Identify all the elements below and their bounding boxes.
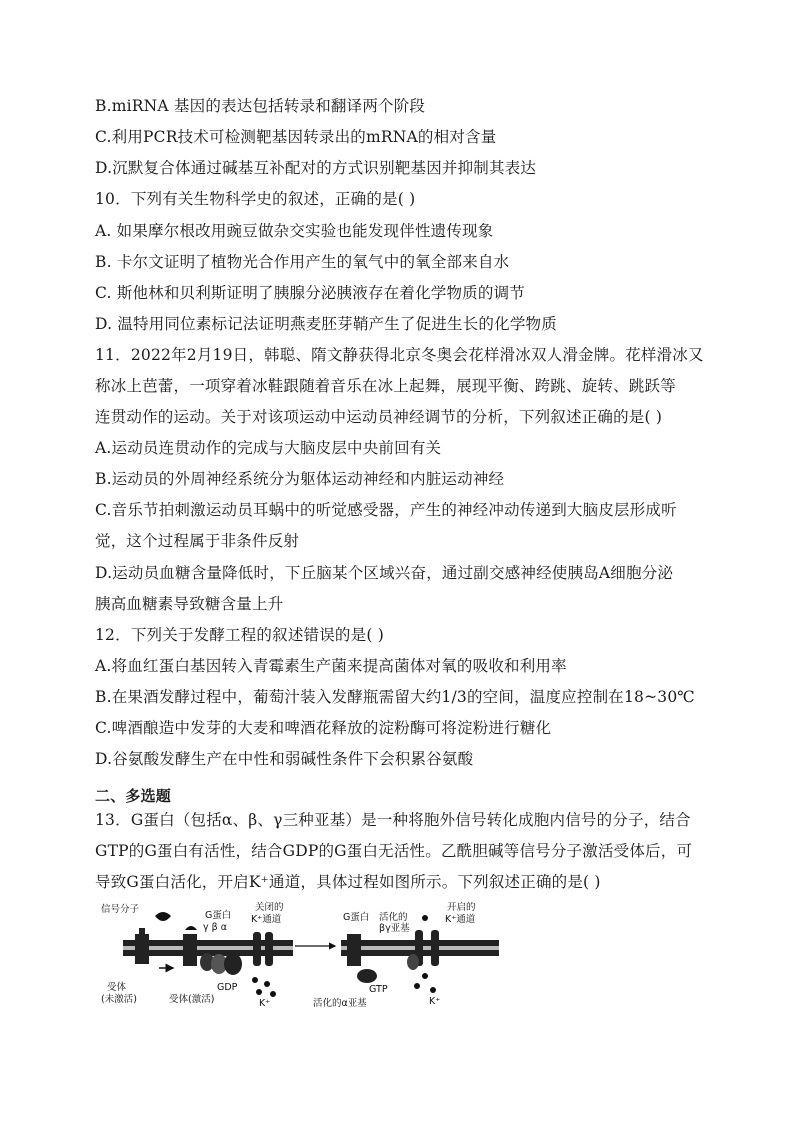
- label-gtp: GTP: [369, 984, 388, 995]
- q12-option-c: C.啤酒酿造中发芽的大麦和啤酒花释放的淀粉酶可将淀粉进行糖化: [95, 719, 552, 737]
- receptor-right-icon: [347, 934, 361, 966]
- q11-stem-2: 称冰上芭蕾，一项穿着冰鞋跟随着音乐在冰上起舞，展现平衡、跨跳、旋转、跳跃等: [95, 377, 676, 395]
- q13-stem-2: GTP的G蛋白有活性，结合GDP的G蛋白无活性。乙酰胆碱等信号分子激活受体后，可: [95, 842, 693, 860]
- q11-option-c-2: 觉，这个过程属于非条件反射: [95, 532, 300, 550]
- label-closed-channel-2: K⁺通道: [251, 914, 282, 925]
- q13-stem-3: 导致G蛋白活化，开启K⁺通道，具体过程如图所示。下列叙述正确的是( ): [95, 873, 601, 891]
- q13-stem-1: 13．G蛋白（包括α、β、γ三种亚基）是一种将胞外信号转化成胞内信号的分子，结合: [95, 811, 691, 829]
- activated-alpha-subunit-icon: [357, 969, 377, 983]
- q9-option-b: B.miRNA 基因的表达包括转录和翻译两个阶段: [95, 97, 426, 115]
- label-gdp: GDP: [217, 982, 238, 993]
- label-subunits: γ β α: [203, 922, 227, 933]
- q10-option-c: C. 斯他林和贝利斯证明了胰腺分泌胰液存在着化学物质的调节: [95, 284, 525, 302]
- q12-option-a: A.将血红蛋白基因转入青霉素生产菌来提高菌体对氧的吸收和利用率: [95, 657, 567, 675]
- g-protein-diagram: [95, 898, 505, 1010]
- g-protein-diagram-svg: [95, 898, 505, 1010]
- label-g-protein-left: G蛋白: [205, 910, 232, 921]
- k-ions-left-icon: [252, 977, 276, 997]
- section-title-multiple-choice: 二、多选题: [95, 787, 172, 805]
- q11-option-d-2: 胰高血糖素导致糖含量上升: [95, 595, 284, 613]
- label-open-channel-2: K⁺通道: [445, 914, 476, 925]
- q9-option-c: C.利用PCR技术可检测靶基因转录出的mRNA的相对含量: [95, 128, 497, 146]
- q11-option-d-1: D.运动员血糖含量降低时，下丘脑某个区域兴奋，通过副交感神经使胰岛A细胞分泌: [95, 564, 674, 582]
- label-closed-channel-1: 关闭的: [255, 902, 284, 913]
- label-open-channel-1: 开启的: [447, 902, 476, 913]
- q12-option-b: B.在果酒发酵过程中，葡萄汁装入发酵瓶需留大约1/3的空间，温度应控制在18~30℃: [95, 688, 695, 706]
- label-activated-1: 活化的: [379, 912, 408, 923]
- q9-option-d: D.沉默复合体通过碱基互补配对的方式识别靶基因并抑制其表达: [95, 159, 537, 177]
- label-k-left: K⁺: [259, 998, 271, 1009]
- label-receptor-1: 受体: [107, 982, 127, 993]
- g-protein-trimer-icon: [200, 953, 242, 975]
- q11-option-b: B.运动员的外周神经系统分为躯体运动神经和内脏运动神经: [95, 470, 505, 488]
- label-activated-2: βγ亚基: [379, 923, 410, 934]
- label-receptor-active: 受体(激活): [169, 994, 215, 1005]
- label-signal-molecule: 信号分子: [101, 904, 140, 915]
- signal-molecule-icon: [155, 912, 171, 921]
- label-k-right: K⁺: [429, 996, 441, 1007]
- label-receptor-2: (未激活): [101, 994, 137, 1005]
- q11-option-c-1: C.音乐节拍刺激运动员耳蜗中的听觉感受器，产生的神经冲动传递到大脑皮层形成听: [95, 501, 677, 519]
- q11-stem-1: 11．2022年2月19日，韩聪、隋文静获得北京冬奥会花样滑冰双人滑金牌。花样滑冰又: [95, 346, 704, 364]
- label-g-protein-right: G蛋白: [343, 912, 370, 923]
- q12-option-d: D.谷氨酸发酵生产在中性和弱碱性条件下会积累谷氨酸: [95, 750, 474, 768]
- q10-option-a: A. 如果摩尔根改用豌豆做杂交实验也能发现伴性遗传现象: [95, 222, 494, 240]
- q12-stem: 12．下列关于发酵工程的叙述错误的是( ): [95, 626, 384, 644]
- q10-stem: 10．下列有关生物科学史的叙述，正确的是( ): [95, 190, 416, 208]
- label-activated-alpha: 活化的α亚基: [313, 998, 367, 1009]
- q11-stem-3: 连贯动作的运动。关于对该项运动中运动员神经调节的分析，下列叙述正确的是( ): [95, 408, 663, 426]
- receptor-inactive-icon: [135, 928, 149, 964]
- q11-option-a: A.运动员连贯动作的完成与大脑皮层中央前回有关: [95, 439, 442, 457]
- q10-option-b: B. 卡尔文证明了植物光合作用产生的氧气中的氧全部来自水: [95, 253, 510, 271]
- q10-option-d: D. 温特用同位素标记法证明燕麦胚芽鞘产生了促进生长的化学物质: [95, 315, 557, 333]
- receptor-active-icon: [183, 934, 197, 966]
